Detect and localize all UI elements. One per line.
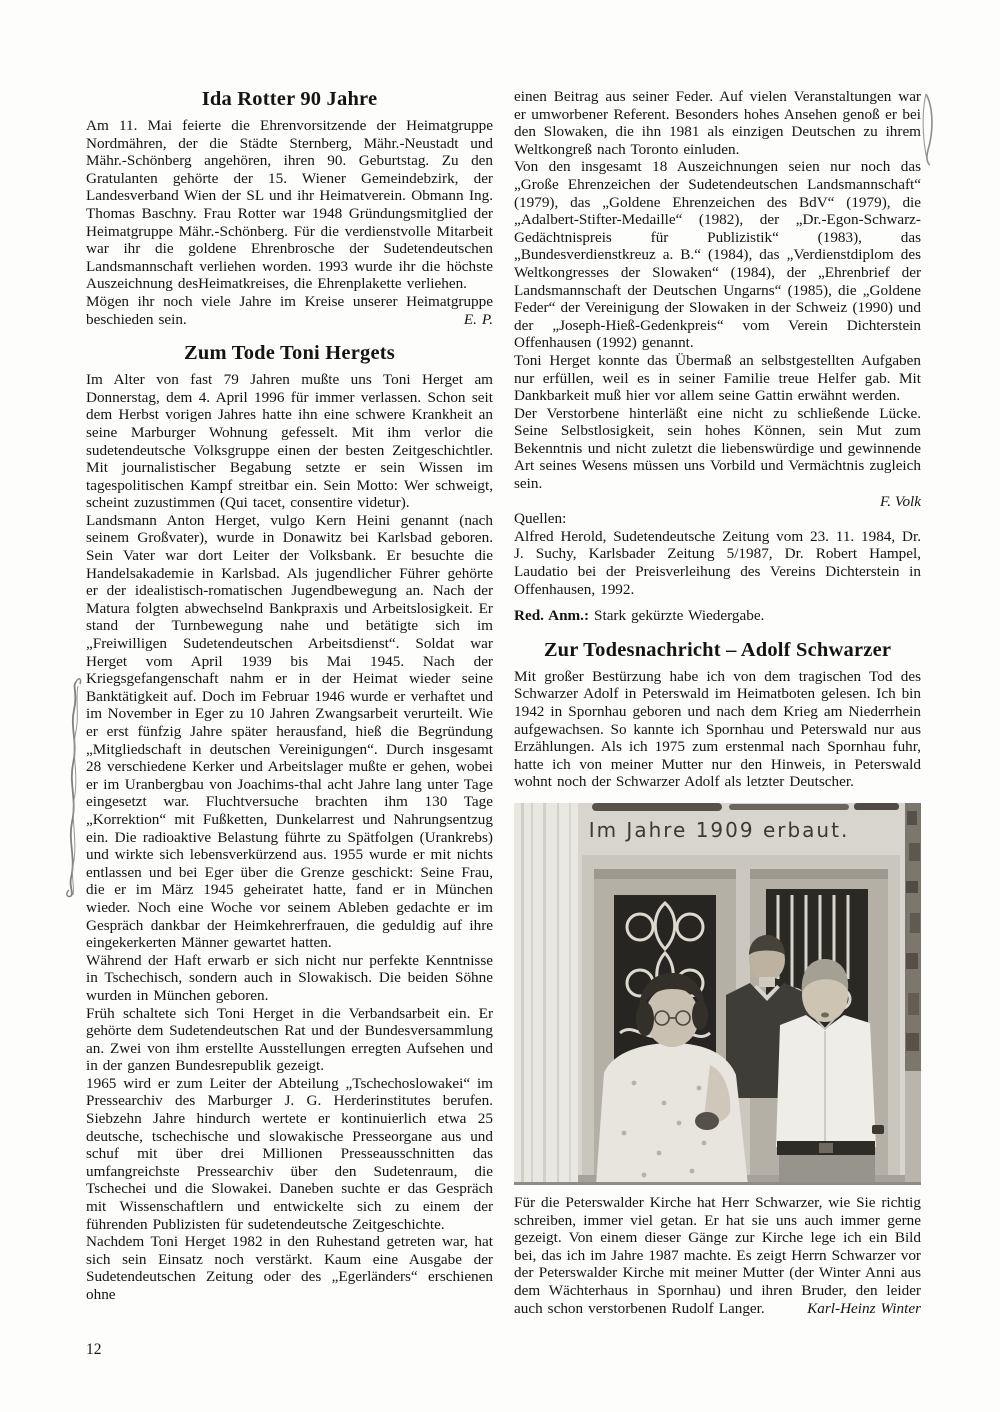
paragraph: Im Alter von fast 79 Jahren mußte uns Toni Herget am Donnerstag, dem 4. April 1996 für immer verlassen. Schon seit dem Herbst vorigen Jahres hatte ihn eine schwere Krankheit an seine Marburger Wohnung gefesselt. Mit ihm verlor die sudetendeutsche Volksgruppe einen der besten Zeitgeschichtler. Mit journalistischer Begabung setzte er sein Wissen im tagespolitischen Kampf streitbar ein. Sein Motto: Wer schweigt, scheint zuzustimmen (Qui tacet, consentire videtur). [86, 371, 493, 512]
church-door-photograph [514, 803, 921, 1185]
caption-author: Karl-Heinz Winter [807, 1299, 921, 1317]
photo-caption [514, 1194, 921, 1317]
paragraph: Toni Herget konnte das Übermaß an selbstgestellten Aufgaben nur erfüllen, weil es in seiner Familie treue Helfer gab. Mit Dankbarkeit muß hier vor allem seine Gattin erwähnt werden. [514, 351, 921, 405]
photo-inscription: Im Jahre 1909 erbaut. [588, 817, 850, 842]
right-margin-pen-mark [919, 90, 939, 168]
caption-text: Für die Peterswalder Kirche hat Herr Schwarzer, wie Sie richtig schreiben, immer viel getan. Er hat sie uns auch immer gerne gezeigt. Von einem dieser Gänge zur Kirche lege ich ein Bild bei, das ich im Jahre 1987 machte. Es zeigt Herrn Schwarzer vor der Peterswalder Kirche mit meiner Mutter (der Winter Anni aus dem Wächterhaus in Spornhau) und ihren Bruder, den leider auch schon verstorbenen Rudolf Langer. [514, 1193, 921, 1317]
right-column [514, 88, 921, 1317]
sources-label: Quellen: [514, 510, 567, 528]
paragraph: einen Beitrag aus seiner Feder. Auf vielen Veranstaltungen war er umworbener Referent. Besonders hohes Ansehen genoß er bei den Slowaken, die ihn 1981 als einzigen Deutschen zu ihrem Weltkongreß nach Toronto einluden. [514, 88, 921, 158]
author-signature: F. Volk [879, 492, 921, 510]
paragraph: Von den insgesamt 18 Auszeichnungen seien nur noch das „Große Ehrenzeichen der Sudetendeutschen Landsmannschaft“ (1979), das „Goldene Ehrenzeichen des BdV“ (1979), die „Adalbert-Stifter-Medaille“ (1982), der „Dr.-Egon-Schwarz-Gedächtnispreis für Publizistik“ (1983), das „Bundesverdienstkreuz a. B.“ (1984), das „Verdienstdiplom des Weltkongresses der Slowaken“ (1984), der „Ehrenbrief der Landsmannschaft der Deutschen Ungarns“ (1985), die „Goldene Feder“ der Vereinigung der Slowaken in der Schweiz (1990) und der „Joseph-Hieß-Gedenkpreis“ vom Verein Dichterstein Offenhausen (1992) genannt. [514, 158, 921, 352]
page-number: 12 [86, 1341, 102, 1358]
editorial-note-label: Red. Anm.: [514, 607, 590, 625]
paragraph-with-signature [86, 293, 493, 328]
author-initials: E. P. [463, 310, 493, 328]
paragraph: Nachdem Toni Herget 1982 in den Ruhestand getreten war, hat sich sein Einsatz noch verstärkt. Kaum eine Ausgabe der Sudetendeutschen Zeitung oder des „Egerländers“ erschienen ohne [86, 1233, 493, 1303]
photo-bottom-edge [514, 1182, 921, 1185]
paragraph: Früh schaltete sich Toni Herget in die Verbandsarbeit ein. Er gehörte dem Sudetendeutschen Rat und der Bundesversammlung an. Zwei von ihm erstellte Ausstellungen erregten Aufsehen und in der ganzen Bundesrepublik gezeigt. [86, 1004, 493, 1075]
left-pillar [514, 803, 578, 1185]
paragraph: Mit großer Bestürzung habe ich von dem tragischen Tod des Schwarzer Adolf in Peterswald im Heimatboten gelesen. Ich bin 1942 in Spornhau geboren und nach dem Krieg am Niederrhein aufgewachsen. So kannte ich Spornhau und Peterswald nur aus Erzählungen. Als ich 1975 zum erstenmal nach Spornhau fuhr, hatte ich von meiner Mutter nur den Hinweis, in Peterswald wohnt noch der Schwarzer Adolf als letzter Deutscher. [514, 667, 921, 791]
article-title-ida-rotter: Ida Rotter 90 Jahre [201, 88, 378, 110]
left-column [86, 88, 493, 1317]
article-title-toni-herget: Zum Tode Toni Hergets [184, 342, 395, 365]
left-margin-pen-mark [62, 676, 86, 900]
article-title-adolf-schwarzer: Zur Todesnachricht – Adolf Schwarzer [543, 638, 892, 661]
paragraph: Landsmann Anton Herget, vulgo Kern Heini genannt (nach seinem Großvater), wurde in Donawitz bei Karlsbad geboren. Sein Vater war dort Leiter der Volksbank. Er besuchte die Handelsakademie in Karlsbad. Als jugendlicher Führer gehörte er der idealistisch-romatischen Jugendbewegung an. Nach der Matura folgten abwechselnd Bankpraxis und Arbeitslosigkeit. Er stand der Turnbewegung nahe und betätigte sich im „Freiwilligen Sudetendeutschen Arbeitsdienst“. Soldat war Herget vom April 1939 bis Mai 1945. Nach der Kriegsgefangenschaft nahm er in der Heimat wieder seine Banktätigkeit auf. Doch im Februar 1946 wurde er verhaftet und im November in Eger zu 10 Jahren Zwangsarbeit verurteilt. Wie er erst fünfzig Jahre später herausfand, hieß die Begründung „Mitgliedschaft in deutschen Vereinigungen“. Durch insgesamt 28 verschiedene Kerker und Arbeitslager mußte er gehen, wobei er im Uranbergbau von Joachims-thal acht Jahre lang unter Tage eingesetzt war. Fluchtversuche brachten ihm 130 Tage „Korrektion“ mit Fußketten, Dunkelarrest und Nahrungsentzug ein. Die radioaktive Belastung führte zu Spätfolgen (Urankrebs) und wirkte sich lebensverkürzend aus. 1955 wurde er mit nichts entlassen und bei Eger über die Grenze geschickt: Seine Frau, die er im März 1945 geheiratet hatte, fand er in München wieder. Noch eine Woche vor seinem Ableben gedachte er im Gespräch dankbar der Heimkehrerfrauen, die geduldig auf ihre eingekerkerten Männer gewartet hatten. [86, 511, 493, 952]
photo-illustration [514, 803, 921, 1185]
editorial-note [514, 607, 921, 625]
two-column-layout [86, 88, 920, 1317]
paragraph: 1965 wird er zum Leiter der Abteilung „Tschechoslowakei“ im Pressearchiv des Marburger J. G. Herderinstitutes berufen. Siebzehn Jahre hindurch wertete er kontinuierlich etwa 25 deutsche, tschechische und slowakische Presseorgane aus und schuf mit über drei Millionen Presseausschnitten das umfangreichste Pressearchiv über den Sudetenraum, die Tschechei und die Slowakei. Daneben suchte er das Gespräch mit Wissenschaftlern und entwickelte sich zu einem der führenden Publizisten für sudetendeutsche Zeitgeschichte. [86, 1074, 493, 1233]
sources-text: Alfred Herold, Sudetendeutsche Zeitung vom 23. 11. 1984, Dr. J. Suchy, Karlsbader Zeitung 5/1987, Dr. Robert Hampel, Laudatio bei der Preisverleihung des Vereins Dichterstein in Offenhausen, 1992. [514, 527, 921, 598]
right-edge-texture [905, 803, 921, 1185]
paragraph: Der Verstorbene hinterläßt eine nicht zu schließende Lücke. Seine Selbstlosigkeit, sein hohes Können, sein Mut zum Bekenntnis und nicht zuletzt die liebenswürdige und gewinnende Art seines Wesens müssen uns Vorbild und Vermächtnis zugleich sein. [514, 404, 921, 493]
closing-text: Mögen ihr noch viele Jahre im Kreise unserer Heimatgruppe beschieden sein. [86, 292, 493, 328]
paragraph: Am 11. Mai feierte die Ehrenvorsitzende der Heimatgruppe Nordmähren, der die Städte Sternberg, Mähr.-Neustadt und Mähr.-Schönberg angehören, ihren 90. Geburtstag. Zu den Gratulanten gehörte der 15. Wiener Gemeindebzirk, der Landesverband Wien der SL und ihr Heimatverein. Obmann Ing. Thomas Baschny. Frau Rotter war 1948 Gründungsmitglied der Heimatgruppe Mähr.-Schönberg. Für die verdienstvolle Mitarbeit war ihr die goldene Ehrenbrosche der Sudetendeutschen Landsmannschaft verliehen worden. 1993 wurde ihr die höchste Auszeichnung desHeimatkreises, die Ehrenplakette verliehen. [86, 117, 493, 293]
editorial-note-text: Stark gekürzte Wiedergabe. [589, 607, 765, 625]
paragraph: Während der Haft erwarb er sich nicht nur perfekte Kenntnisse in Tschechisch, sondern auch in Slowakisch. Die beiden Söhne wurden in München geboren. [86, 951, 493, 1004]
